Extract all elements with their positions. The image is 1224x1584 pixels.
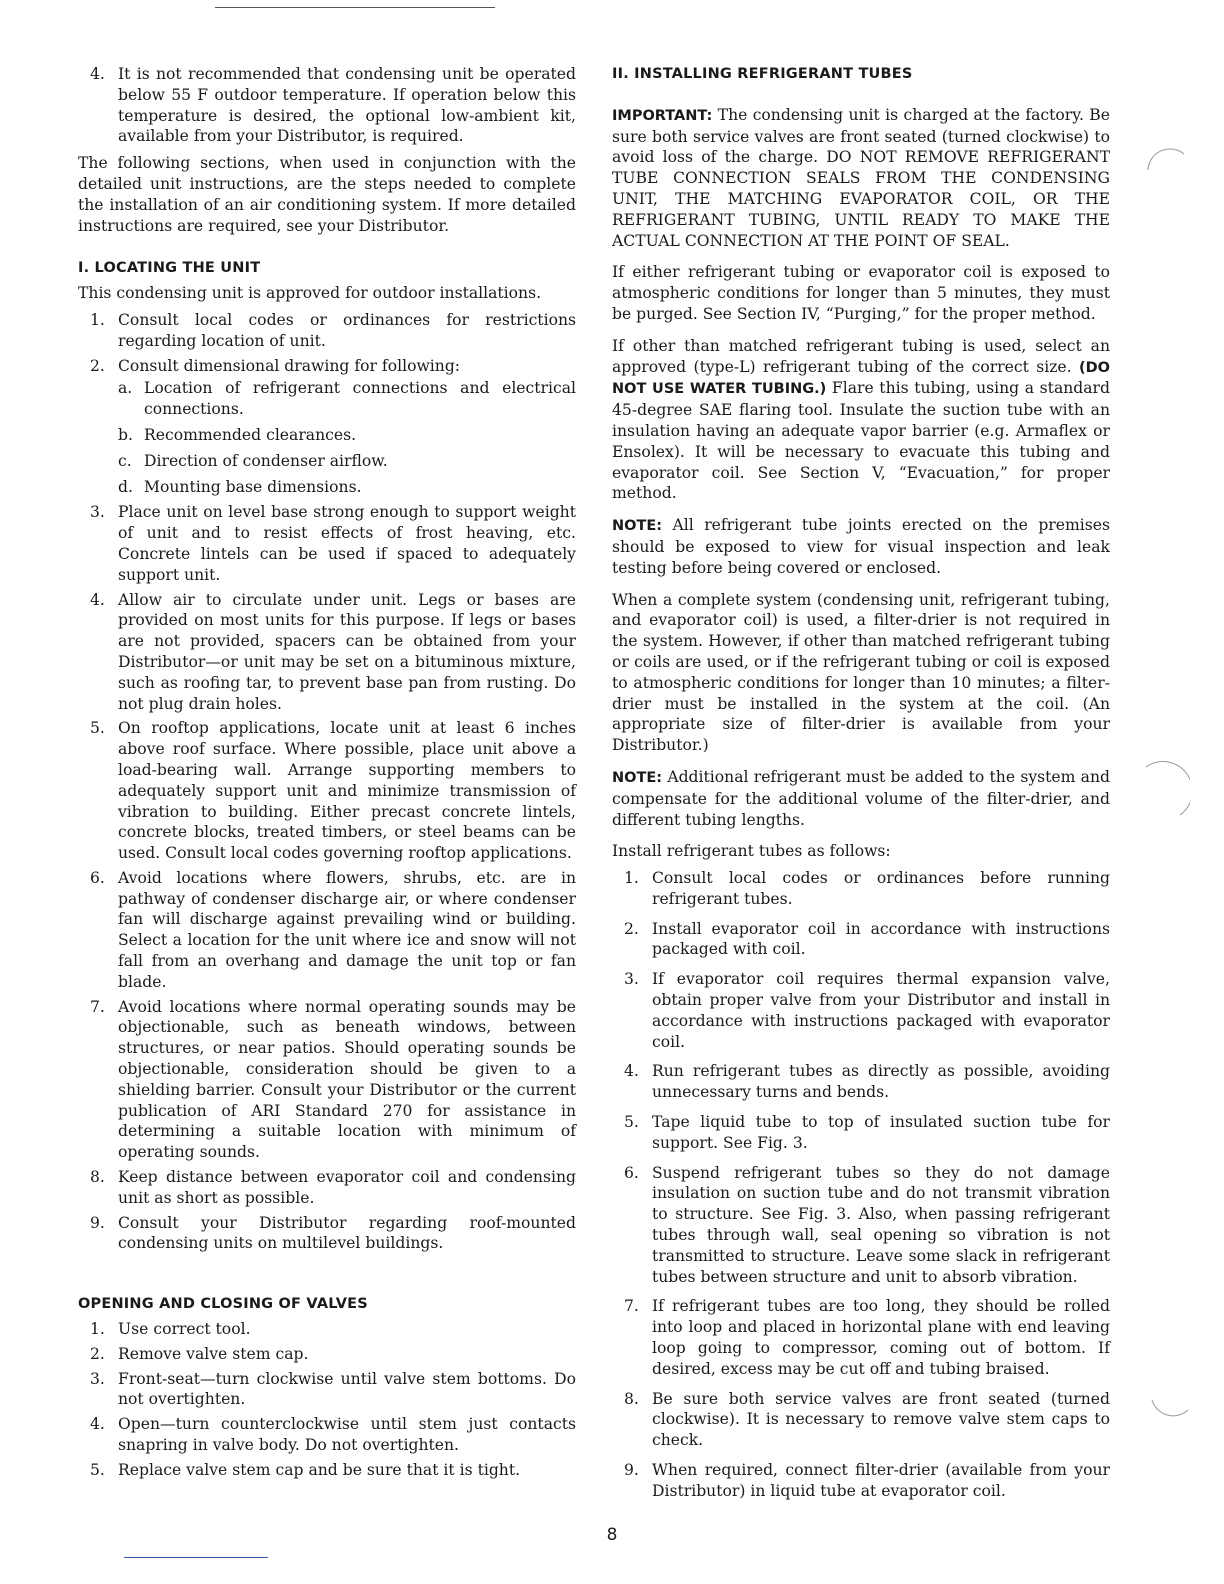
sub-list-item — [118, 378, 576, 420]
list-number: 1. — [624, 869, 639, 888]
list-text: Suspend refrigerant tubes so they do not damage insulation on suction tube and do not transmit vibration to structure. See Fig. 3. Also, when passing refrigerant tubes through wall, seal opening so vibration is not transmitted to structure. Leave some slack in refrigerant tubes between structure and unit to absorb vibration. — [652, 1163, 1110, 1286]
list-number: 3. — [90, 1369, 105, 1388]
list-item — [78, 1319, 576, 1340]
intro-list — [78, 64, 576, 147]
list-item — [78, 1460, 576, 1481]
list-item — [78, 997, 576, 1163]
note-text: All refrigerant tube joints erected on the premises should be exposed to view for visual inspection and leak testing before being covered or enclosed. — [612, 516, 1110, 577]
list-text: Consult your Distributor regarding roof-mounted condensing units on multilevel buildings. — [118, 1213, 576, 1253]
list-number: 7. — [90, 997, 105, 1016]
list-item — [78, 356, 576, 498]
filter-drier-paragraph: When a complete system (condensing unit, refrigerant tubing, and evaporator coil) is used, a filter-drier is not required in the system. However, if other than matched refrigerant tubing or coils are used, or if the refrigerant tubing or coil is exposed to atmospheric conditions for longer than 10 minutes; a filter-drier must be installed in the system at the coil. (An appropriate size of filter-drier is available from your Distributor.) — [612, 590, 1110, 755]
list-letter: c. — [118, 451, 132, 470]
list-text: Front-seat—turn clockwise until valve stem bottoms. Do not overtighten. — [118, 1369, 576, 1409]
list-text: When required, connect filter-drier (available from your Distributor) in liquid tube at evaporator coil. — [652, 1461, 1110, 1500]
list-number: 8. — [90, 1168, 105, 1187]
list-number: 6. — [90, 868, 105, 887]
note-text: Additional refrigerant must be added to the system and compensate for the additional volume of the filter-drier, and different tubing lengths. — [612, 767, 1110, 829]
list-number: 1. — [90, 310, 105, 329]
section-heading-valves: OPENING AND CLOSING OF VALVES — [78, 1296, 368, 1313]
punch-hole-mark — [1140, 755, 1190, 825]
list-number: 4. — [624, 1062, 639, 1081]
list-item — [78, 1414, 576, 1456]
punch-hole-mark — [1140, 1370, 1190, 1420]
note-label: NOTE: — [612, 518, 663, 535]
list-item — [612, 1061, 1110, 1103]
list-number: 5. — [90, 1460, 105, 1479]
list-item — [612, 919, 1110, 961]
list-item — [78, 1167, 576, 1209]
list-text: Allow air to circulate under unit. Legs or bases are provided on most units for this purpose. If legs or bases are not provided, spacers can be obtained from your Distributor—or unit may be set on a bituminous mixture, such as roofing tar, to prevent base pan from rusting. Do not plug drain holes. — [118, 590, 576, 713]
list-text: Place unit on level base strong enough to support weight of unit and to resist effects of frost heaving, etc. Concrete lintels can be used if spaced to adequately support unit. — [118, 503, 576, 584]
list-item — [612, 1296, 1110, 1379]
right-column — [612, 64, 1110, 1511]
list-item — [612, 1112, 1110, 1154]
list-text: It is not recommended that condensing unit be operated below 55 F outdoor temperature. If operation below this temperature is desired, the optional low-ambient kit, available from your Distributor, is required. — [118, 65, 576, 146]
list-number: 4. — [90, 590, 105, 609]
note-refrigerant — [612, 767, 1110, 830]
page-number: 8 — [606, 1525, 618, 1545]
list-text: Direction of condenser airflow. — [144, 451, 388, 470]
list-item — [612, 1163, 1110, 1288]
list-text: Consult local codes or ordinances for restrictions regarding location of unit. — [118, 310, 576, 350]
list-text: Install evaporator coil in accordance with instructions packaged with coil. — [652, 919, 1110, 959]
list-text: Use correct tool. — [118, 1320, 251, 1339]
tubing-text-b: Flare this tubing, using a standard 45-degree SAE flaring tool. Insulate the suction tube with an insulation having an adequate vapor barrier (e.g. Armaflex or Ensolex). It will be necessary to evacuate this tubing and evaporator coil. See Section V, “Evacuation,” for proper method. — [612, 379, 1110, 503]
list-text: Replace valve stem cap and be sure that it is tight. — [118, 1460, 521, 1479]
section-heading-locating: I. LOCATING THE UNIT — [78, 260, 261, 277]
list-number: 2. — [90, 1344, 105, 1363]
list-text: Location of refrigerant connections and electrical connections. — [144, 379, 576, 419]
list-text: If refrigerant tubes are too long, they should be rolled into loop and placed in horizontal plane with end leaving loop going to compressor, coming out of bottom. If desired, excess may be cut off and tubing braised. — [652, 1297, 1110, 1378]
top-scan-line — [215, 7, 495, 8]
list-text: Keep distance between evaporator coil and condensing unit as short as possible. — [118, 1168, 576, 1207]
list-number: 3. — [624, 970, 639, 989]
list-number: 6. — [624, 1163, 639, 1182]
install-intro: Install refrigerant tubes as follows: — [612, 842, 891, 861]
punch-hole-mark — [1140, 140, 1190, 200]
list-number: 5. — [90, 719, 105, 738]
list-item — [612, 868, 1110, 910]
list-text: Run refrigerant tubes as directly as possible, avoiding unnecessary turns and bends. — [652, 1062, 1110, 1102]
list-text: Be sure both service valves are front seated (turned clockwise). It is necessary to remove valve stem caps to check. — [652, 1389, 1110, 1450]
list-text: Recommended clearances. — [144, 425, 357, 444]
list-number: 4. — [90, 65, 105, 83]
list-number: 7. — [624, 1297, 639, 1316]
list-letter: b. — [118, 425, 133, 444]
list-item — [612, 1460, 1110, 1502]
tubing-paragraph — [612, 336, 1110, 504]
locating-list — [78, 310, 576, 1254]
list-letter: a. — [118, 379, 133, 398]
list-item — [78, 868, 576, 993]
list-number: 9. — [624, 1461, 639, 1480]
sub-list-item — [118, 477, 576, 498]
note-label: NOTE: — [612, 769, 663, 786]
tubing-text-a: If other than matched refrigerant tubing is used, select an approved (type-L) refrigerant tubing of the correct size. — [612, 336, 1110, 376]
list-item — [78, 1369, 576, 1411]
install-list — [612, 868, 1110, 1502]
list-text: On rooftop applications, locate unit at least 6 inches above roof surface. Where possible, place unit above a load-bearing wall. Arrange supporting members to adequately support unit and minimize transmission of vibration to building. Either precast concrete lintels, concrete blocks, treated timbers, or steel beams can be used. Consult local codes governing rooftop applications. — [118, 719, 576, 863]
list-text: Avoid locations where flowers, shrubs, etc. are in pathway of condenser discharge air, or where condenser fan will discharge against prevailing wind or building. Select a location for the unit where ice and snow will not fall from an overhang and damage the unit top or fan blade. — [118, 868, 576, 991]
important-text: The condensing unit is charged at the factory. Be sure both service valves are front seated (turned clockwise) to avoid loss of the charge. DO NOT REMOVE REFRIGERANT TUBE CONNECTION SEALS FROM THE CONDENSING UNIT, THE MATCHING EVAPORATOR COIL, OR THE REFRIGERANT TUBING, UNTIL READY TO MAKE THE ACTUAL CONNECTION AT THE POINT OF SEAL. — [612, 105, 1110, 250]
list-text: Tape liquid tube to top of insulated suction tube for support. See Fig. 3. — [652, 1113, 1110, 1152]
list-text: If evaporator coil requires thermal expansion valve, obtain proper valve from your Distributor and install in accordance with instructions packaged with evaporator coil. — [652, 970, 1110, 1051]
list-letter: d. — [118, 477, 133, 496]
list-item — [78, 1213, 576, 1255]
valves-list — [78, 1319, 576, 1481]
section-intro: This condensing unit is approved for outdoor installations. — [78, 284, 542, 303]
intro-item-4 — [78, 64, 576, 147]
list-item — [78, 310, 576, 352]
list-text: Remove valve stem cap. — [118, 1344, 309, 1363]
list-item — [78, 590, 576, 715]
list-number: 1. — [90, 1320, 105, 1339]
list-text: Avoid locations where normal operating sounds may be objectionable, such as beneath windows, between structures, or near patios. Should operating sounds be objectionable, consideration should be given to a shielding barrier. Consult your Distributor or the current publication of ARI Standard 270 for assistance in determining a suitable location with minimum of operating sounds. — [118, 997, 576, 1162]
intro-paragraph: The following sections, when used in conjunction with the detailed unit instructions, are the steps needed to complete the installation of an air conditioning system. If more detailed instructions are required, see your Distributor. — [78, 154, 576, 235]
sub-list-item — [118, 451, 576, 472]
left-column — [78, 64, 576, 1487]
important-label: IMPORTANT: — [612, 107, 713, 124]
list-item — [78, 718, 576, 864]
list-item — [78, 502, 576, 585]
list-text: Open—turn counterclockwise until stem just contacts snapring in valve body. Do not overtighten. — [118, 1415, 576, 1455]
tubing-warning: (DO NOT USE WATER TUBING.) — [612, 359, 1110, 398]
list-number: 3. — [90, 503, 105, 522]
bottom-scan-line — [124, 1557, 268, 1558]
list-number: 4. — [90, 1415, 105, 1434]
list-number: 2. — [90, 356, 105, 375]
list-number: 5. — [624, 1113, 639, 1132]
list-number: 9. — [90, 1213, 105, 1232]
list-text: Consult dimensional drawing for following: — [118, 356, 461, 375]
list-item — [78, 1344, 576, 1365]
sub-list — [118, 378, 576, 497]
list-number: 2. — [624, 919, 639, 938]
purge-paragraph: If either refrigerant tubing or evaporator coil is exposed to atmospheric conditions for longer than 5 minutes, they must be purged. See Section IV, “Purging,” for the proper method. — [612, 263, 1110, 323]
important-paragraph — [612, 105, 1110, 252]
list-item — [612, 1389, 1110, 1451]
list-item — [612, 969, 1110, 1052]
sub-list-item — [118, 425, 576, 446]
list-text: Consult local codes or ordinances before running refrigerant tubes. — [652, 869, 1110, 908]
note-joints — [612, 515, 1110, 578]
list-number: 8. — [624, 1389, 639, 1408]
section-heading-refrigerant: II. INSTALLING REFRIGERANT TUBES — [612, 66, 913, 82]
list-text: Mounting base dimensions. — [144, 477, 362, 496]
